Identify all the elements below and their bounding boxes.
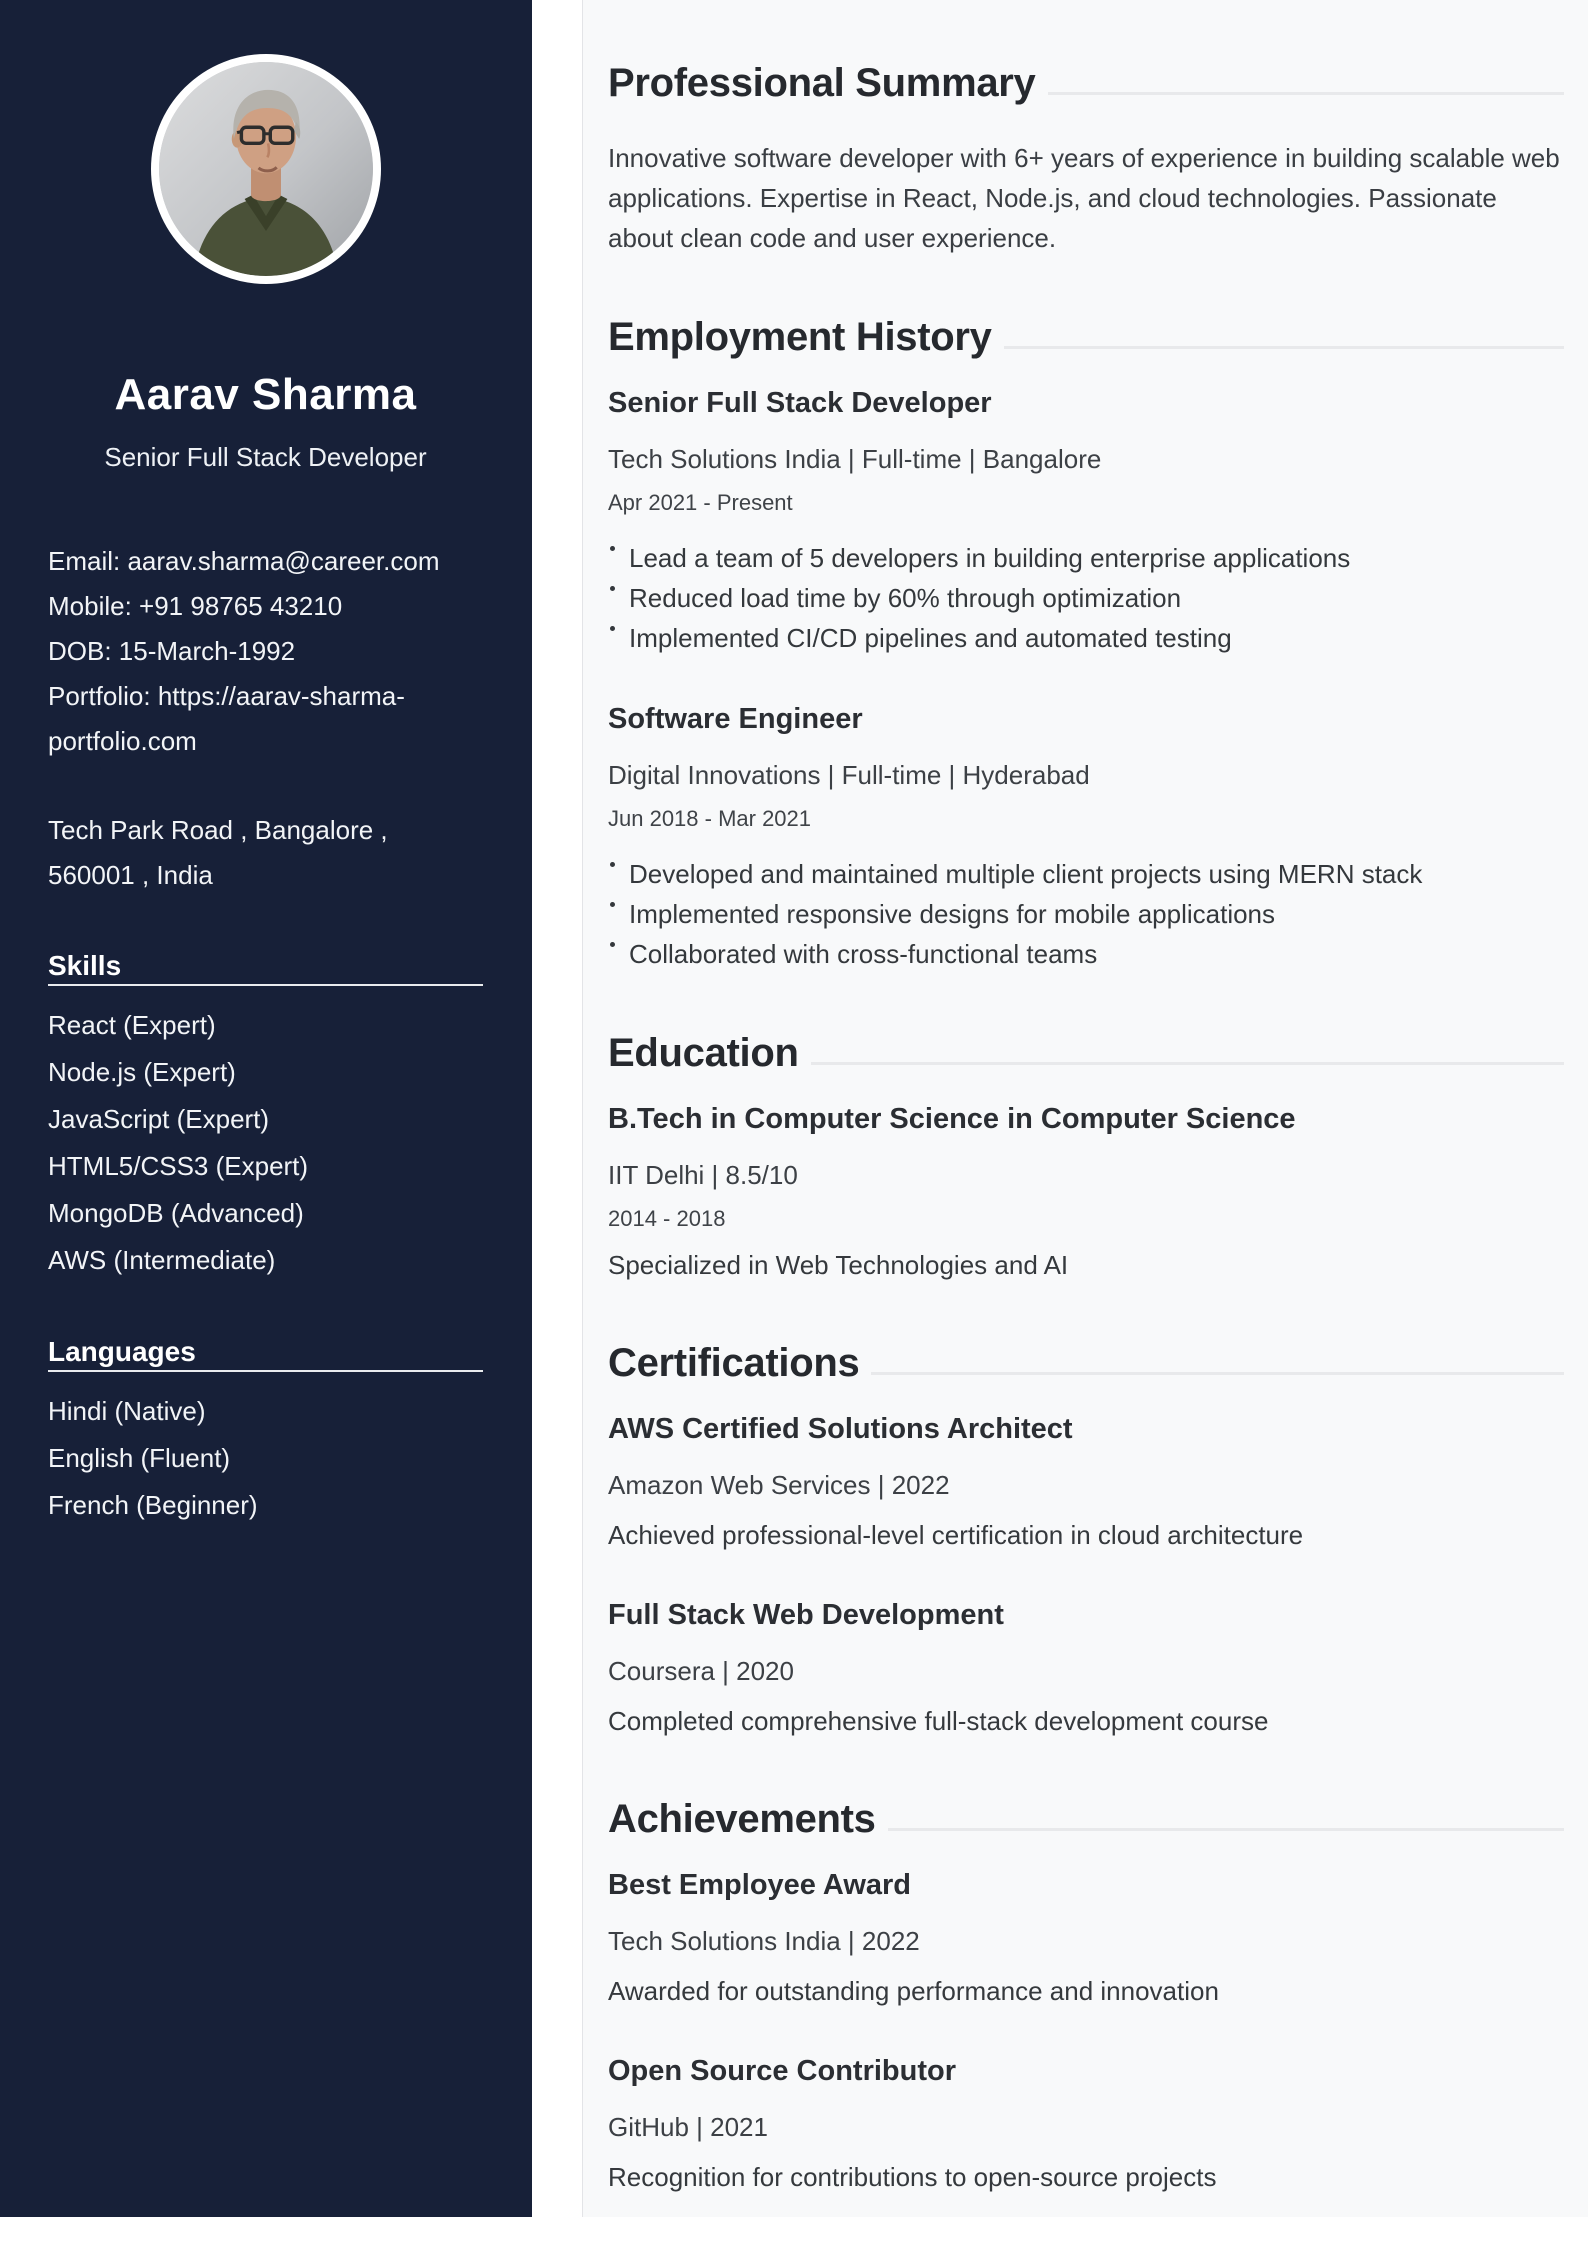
job-bullet: Implemented CI/CD pipelines and automated testing [608,618,1564,658]
page-gutter [532,0,582,2217]
summary-heading: Professional Summary [608,60,1564,106]
languages-list [48,1388,483,1529]
certification-note: Achieved professional-level certification in cloud architecture [608,1520,1304,1550]
skills-heading: Skills [48,950,483,986]
job-title: Software Engineer [608,703,863,735]
skill-item: React (Expert) [48,1010,216,1040]
job-bullet: Lead a team of 5 developers in building enterprise applications [608,538,1564,578]
achievement-note: Awarded for outstanding performance and innovation [608,1976,1219,2006]
job-bullets [608,854,1564,974]
certification-entry [608,1410,1564,1554]
job-bullet: Reduced load time by 60% through optimization [608,578,1564,618]
certification-meta: Coursera | 2020 [608,1656,794,1686]
skill-item: MongoDB (Advanced) [48,1198,304,1228]
candidate-name: Aarav Sharma [114,370,417,419]
employment-heading: Employment History [608,314,1564,360]
address [48,808,483,898]
language-item: French (Beginner) [48,1490,258,1520]
job-company: Digital Innovations | Full-time | Hyderabad [608,760,1090,790]
main-content [582,0,1588,2217]
skill-item: JavaScript (Expert) [48,1104,270,1134]
contact-line: Mobile: +91 98765 43210 [48,591,343,621]
contact-info [48,539,483,764]
job-bullets [608,538,1564,658]
certification-title: Full Stack Web Development [608,1599,1004,1631]
certification-note: Completed comprehensive full-stack development course [608,1706,1269,1736]
candidate-title: Senior Full Stack Developer [104,442,427,472]
job-bullet: Developed and maintained multiple client projects using MERN stack [608,854,1564,894]
certification-meta: Amazon Web Services | 2022 [608,1470,950,1500]
education-school: IIT Delhi | 8.5/10 [608,1160,798,1190]
certification-title: AWS Certified Solutions Architect [608,1413,1073,1445]
skills-section [48,950,483,1284]
education-heading: Education [608,1030,1564,1076]
achievement-title: Open Source Contributor [608,2055,956,2087]
education-note: Specialized in Web Technologies and AI [608,1250,1069,1280]
achievements-heading: Achievements [608,1796,1564,1842]
languages-section [48,1336,483,1529]
address-line: 560001 , India [48,860,213,890]
job-entry [608,384,1564,658]
achievement-entry [608,2052,1564,2196]
job-dates: Jun 2018 - Mar 2021 [608,806,812,831]
skill-item: Node.js (Expert) [48,1057,236,1087]
job-title: Senior Full Stack Developer [608,387,992,419]
job-bullet: Collaborated with cross-functional teams [608,934,1564,974]
sidebar [0,0,532,2217]
summary-text: Innovative software developer with 6+ years of experience in building scalable web applications. Expertise in React, Node.js, and cloud technologies. Passionate about clean code and user experience. [608,143,1560,253]
job-entry [608,700,1564,974]
achievement-title: Best Employee Award [608,1869,911,1901]
achievement-note: Recognition for contributions to open-source projects [608,2162,1217,2192]
languages-heading: Languages [48,1336,483,1372]
skill-item: HTML5/CSS3 (Expert) [48,1151,309,1181]
education-dates: 2014 - 2018 [608,1206,726,1231]
language-item: Hindi (Native) [48,1396,206,1426]
achievement-meta: Tech Solutions India | 2022 [608,1926,920,1956]
profile-photo-illustration [159,62,373,276]
contact-line: Email: aarav.sharma@career.com [48,546,440,576]
education-entry [608,1100,1564,1284]
job-company: Tech Solutions India | Full-time | Bangalore [608,444,1102,474]
achievement-meta: GitHub | 2021 [608,2112,768,2142]
profile-photo [151,54,381,284]
contact-line: DOB: 15-March-1992 [48,636,296,666]
job-dates: Apr 2021 - Present [608,490,793,515]
address-line: Tech Park Road , Bangalore , [48,815,388,845]
language-item: English (Fluent) [48,1443,231,1473]
education-degree: B.Tech in Computer Science in Computer Science [608,1103,1296,1135]
certifications-heading: Certifications [608,1340,1564,1386]
contact-line: Portfolio: https://aarav-sharma-portfolio.com [48,681,405,756]
job-bullet: Implemented responsive designs for mobile applications [608,894,1564,934]
skills-list [48,1002,483,1284]
achievement-entry [608,1866,1564,2010]
skill-item: AWS (Intermediate) [48,1245,276,1275]
certification-entry [608,1596,1564,1740]
